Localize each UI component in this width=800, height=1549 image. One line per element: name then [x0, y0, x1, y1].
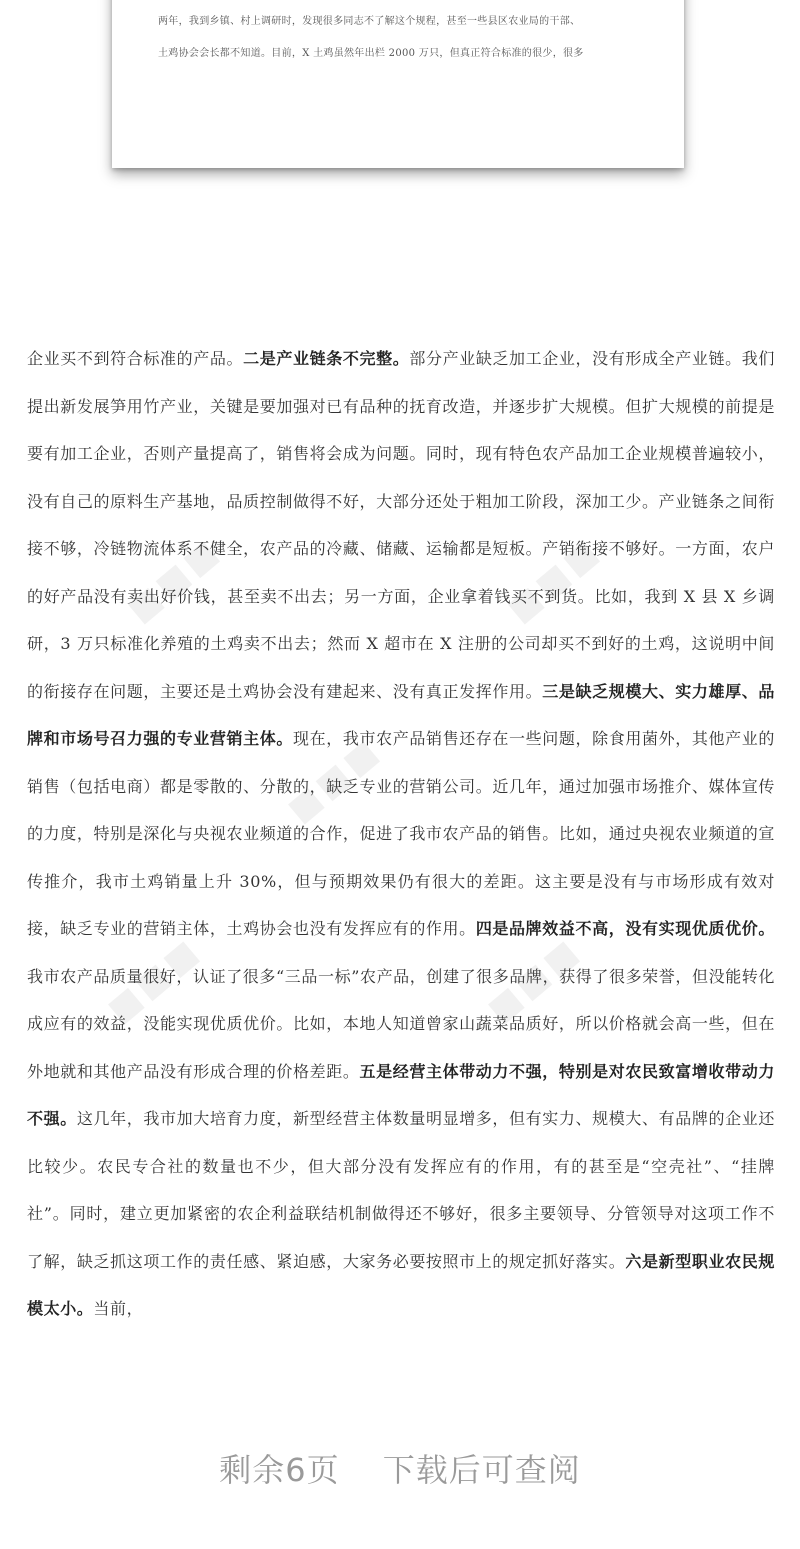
body-text: 现在，我市农产品销售还存在一些问题，除食用菌外，其他产业的销售（包括电商）都是零散的、分散的，缺乏专业的营销公司。近几年，通过加强市场推介、媒体宣传的力度，特别是深化与央视农业频道的合作，促进了我市农产品的销售。比如，通过央视农业频道的宣传推介，我市土鸡销量上升 30%，但与预期效果仍有很大的差距。这主要是没有与市场形成有效对接，缺乏专业的营销主体，土鸡协会也没有发挥应有的作用。: [27, 729, 775, 938]
watermark: ■■■: [99, 929, 209, 1031]
bold-heading: 四是品牌效益不高，没有实现优质优价。: [475, 919, 775, 938]
watermark: ■■■: [499, 529, 609, 631]
preview-line: 两年，我到乡镇、村上调研时，发现很多同志不了解这个规程，甚至一些县区农业局的干部、: [158, 16, 581, 27]
body-text: 这几年，我市加大培育力度，新型经营主体数量明显增多，但有实力、规模大、有品牌的企业还比较少。农民专合社的数量也不少，但大部分没有发挥应有的作用，有的甚至是“空壳社”、“挂牌社”。同时，建立更加紧密的农企利益联结机制做得还不够好，很多主要领导、分管领导对这项工作不了解，缺乏抓这项工作的责任感、紧迫感，大家务必要按照市上的规定抓好落实。: [27, 1109, 775, 1271]
bold-heading: 五是经营主体带动力不强，特别是对农民致富增收带动力不强。: [27, 1061, 775, 1128]
page-preview-card: [112, 0, 684, 168]
bold-heading: 二是产业链条不完整。: [243, 349, 410, 368]
body-text: 当前，: [93, 1299, 144, 1318]
download-to-view-label[interactable]: 下载后可查阅: [382, 1451, 581, 1489]
watermark: ■■■: [279, 729, 389, 831]
watermark: ■■■: [479, 929, 589, 1031]
preview-line: 土鸡协会会长都不知道。目前，X 土鸡虽然年出栏 2000 万只，但真正符合标准的很少，很多: [158, 48, 584, 59]
watermark: ■■■: [119, 529, 229, 631]
remaining-pages-label: 剩余6页: [219, 1451, 340, 1489]
download-prompt[interactable]: [0, 1445, 800, 1491]
body-text: 我市农产品质量很好，认证了很多“三品一标”农产品，创建了很多品牌，获得了很多荣誉，但没能转化成应有的效益，没能实现优质优价。比如，本地人知道曾家山蔬菜品质好，所以价格就会高一些，但在外地就和其他产品没有形成合理的价格差距。: [27, 966, 775, 1081]
bold-heading: 三是缺乏规模大、实力雄厚、品牌和市场号召力强的专业营销主体。: [27, 681, 775, 748]
bold-heading: 六是新型职业农民规模太小。: [27, 1251, 775, 1318]
body-text: 部分产业缺乏加工企业，没有形成全产业链。我们提出新发展笋用竹产业，关键是要加强对已有品种的抚育改造，并逐步扩大规模。但扩大规模的前提是要有加工企业，否则产量提高了，销售将会成为问题。同时，现有特色农产品加工企业规模普遍较小，没有自己的原料生产基地，品质控制做得不好，大部分还处于粗加工阶段，深加工少。产业链条之间衔接不够，冷链物流体系不健全，农产品的冷藏、储藏、运输都是短板。产销衔接不够好。一方面，农户的好产品没有卖出好价钱，甚至卖不出去；另一方面，企业拿着钱买不到货。比如，我到 X 县 X 乡调研，3 万只标准化养殖的土鸡卖不出去；然而 X 超市在 X 注册的公司却买不到好的土鸡，这说明中间的衔接存在问题，主要还是土鸡协会没有建起来、没有真正发挥作用。: [27, 349, 775, 701]
body-text: 企业买不到符合标准的产品。: [27, 349, 244, 368]
document-body: [27, 335, 775, 1333]
